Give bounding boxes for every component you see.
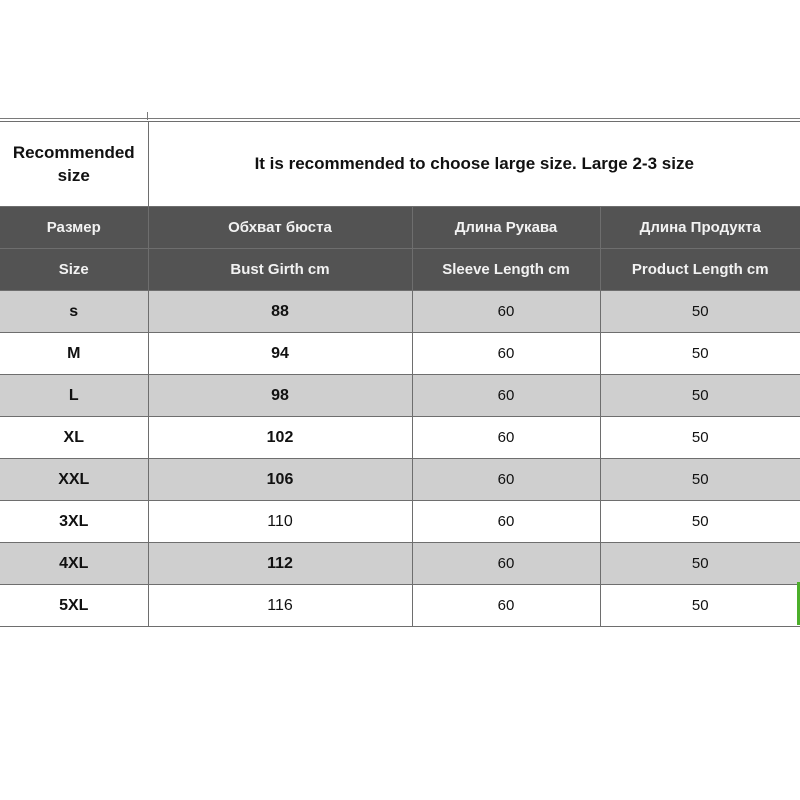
header-bust-ru: Обхват бюста	[148, 207, 412, 249]
bust-cell: 106	[148, 459, 412, 501]
length-cell: 50	[600, 291, 800, 333]
sleeve-cell: 60	[412, 375, 600, 417]
table-row	[0, 333, 800, 375]
header-size-en: Size	[0, 249, 148, 291]
header-size-ru: Размер	[0, 207, 148, 249]
length-cell: 50	[600, 333, 800, 375]
size-cell: L	[0, 375, 148, 417]
length-cell: 50	[600, 459, 800, 501]
size-chart	[0, 121, 800, 625]
sleeve-cell: 60	[412, 333, 600, 375]
header-sleeve-en: Sleeve Length cm	[412, 249, 600, 291]
sleeve-cell: 60	[412, 543, 600, 585]
size-cell: s	[0, 291, 148, 333]
header-length-en: Product Length cm	[600, 249, 800, 291]
table-row	[0, 291, 800, 333]
sleeve-cell: 60	[412, 291, 600, 333]
header-row-russian	[0, 207, 800, 249]
sleeve-cell: 60	[412, 585, 600, 627]
table-row	[0, 585, 800, 627]
size-cell: M	[0, 333, 148, 375]
top-border-line	[0, 118, 800, 119]
size-cell: 4XL	[0, 543, 148, 585]
bust-cell: 98	[148, 375, 412, 417]
length-cell: 50	[600, 501, 800, 543]
table-row	[0, 459, 800, 501]
table-row	[0, 501, 800, 543]
header-bust-en: Bust Girth cm	[148, 249, 412, 291]
header-row-english	[0, 249, 800, 291]
header-sleeve-ru: Длина Рукава	[412, 207, 600, 249]
bust-cell: 112	[148, 543, 412, 585]
size-cell: XL	[0, 417, 148, 459]
size-cell: 5XL	[0, 585, 148, 627]
length-cell: 50	[600, 585, 800, 627]
length-cell: 50	[600, 543, 800, 585]
recommendation-text: It is recommended to choose large size. Large 2-3 size	[148, 122, 800, 207]
bust-cell: 110	[148, 501, 412, 543]
sleeve-cell: 60	[412, 459, 600, 501]
sleeve-cell: 60	[412, 417, 600, 459]
recommended-size-label: Recommended size	[0, 122, 148, 207]
size-cell: XXL	[0, 459, 148, 501]
table-row	[0, 417, 800, 459]
sleeve-cell: 60	[412, 501, 600, 543]
top-border-tick	[147, 112, 148, 120]
bust-cell: 116	[148, 585, 412, 627]
size-table	[0, 121, 800, 627]
length-cell: 50	[600, 417, 800, 459]
table-row	[0, 543, 800, 585]
size-cell: 3XL	[0, 501, 148, 543]
bust-cell: 94	[148, 333, 412, 375]
length-cell: 50	[600, 375, 800, 417]
bust-cell: 88	[148, 291, 412, 333]
header-length-ru: Длина Продукта	[600, 207, 800, 249]
table-row	[0, 375, 800, 417]
bust-cell: 102	[148, 417, 412, 459]
recommendation-row	[0, 122, 800, 207]
